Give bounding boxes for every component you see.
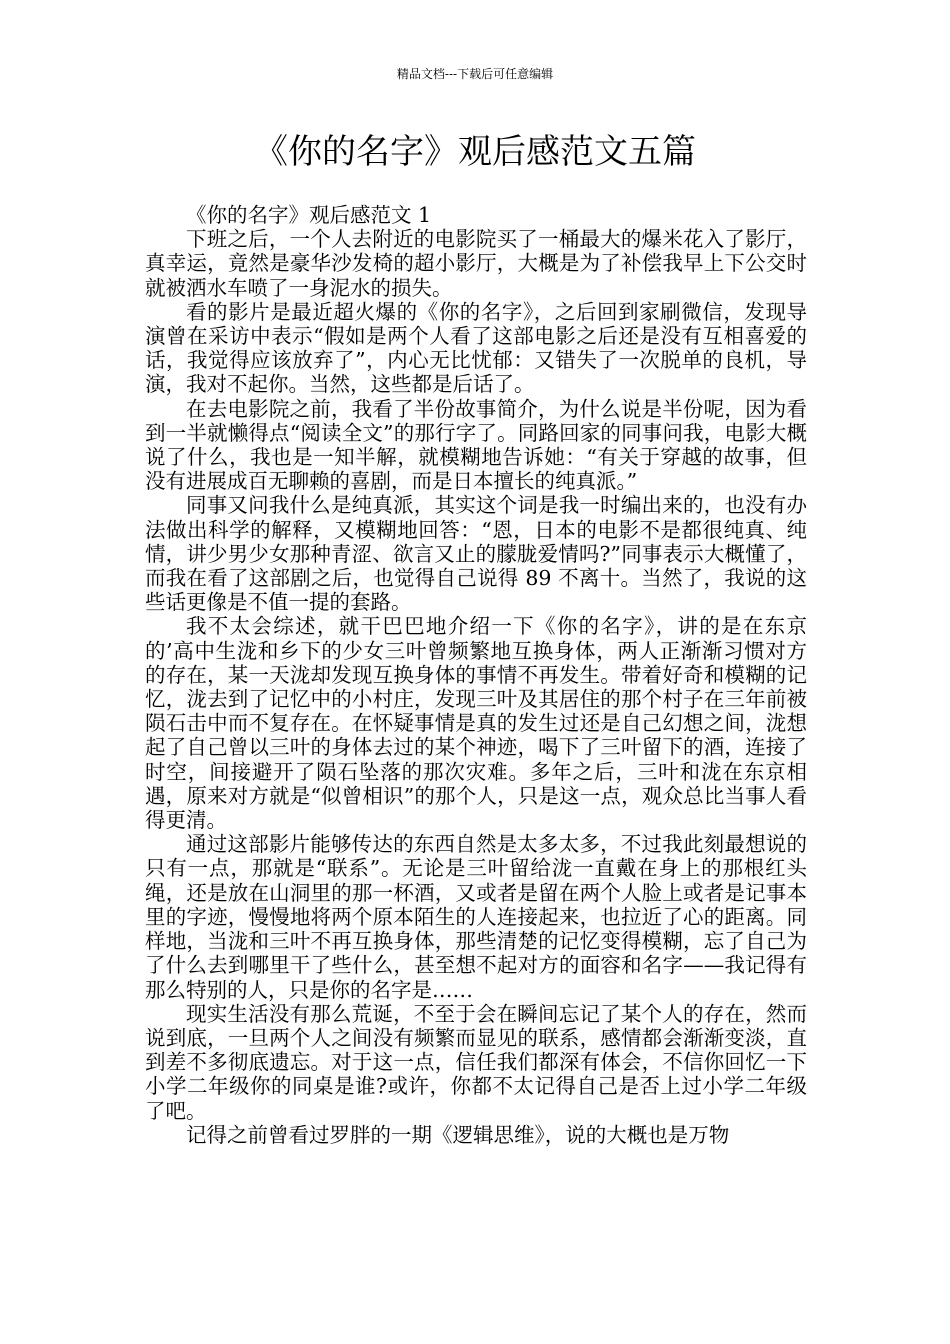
section-heading: 《你的名字》观后感范文 1 bbox=[186, 203, 432, 227]
paragraph: 在去电影院之前，我看了半份故事简介，为什么说是半份呢，因为看到一半就懒得点“阅读全文”的那行字了。同路回家的同事问我，电影大概说了什么，我也是一知半解，就模糊地告诉她：“有关于穿越的故事，但没有进展成百无聊赖的喜剧，而是日本擅长的纯真派。” bbox=[145, 396, 807, 494]
paragraph: 下班之后，一个人去附近的电影院买了一桶最大的爆米花入了影厅，真幸运，竟然是豪华沙发椅的超小影厅，大概是为了补偿我早上下公交时就被洒水车喷了一身泥水的损失。 bbox=[145, 227, 807, 300]
document-title: 《你的名字》观后感范文五篇 bbox=[254, 132, 696, 172]
paragraph: 同事又问我什么是纯真派，其实这个词是我一时编出来的，也没有办法做出科学的解释，又模糊地回答：“恩，日本的电影不是都很纯真、纯情，讲少男少女那种青涩、欲言又止的朦胧爱情吗?”同事表示大概懂了，而我在看了这部剧之后，也觉得自己说得 89 不离十。当然了，我说的这些话更像是不值一提的套路。 bbox=[145, 493, 807, 615]
paragraph: 看的影片是最近超火爆的《你的名字》，之后回到家刷微信，发现导演曾在采访中表示“假如是两个人看了这部电影之后还是没有互相喜爱的话，我觉得应该放弃了”，内心无比忧郁：又错失了一次脱单的良机，导演，我对不起你。当然，这些都是后话了。 bbox=[145, 299, 807, 397]
paragraph: 我不太会综述，就干巴巴地介绍一下《你的名字》，讲的是在东京的’高中生泷和乡下的少女三叶曾频繁地互换身体，两人正渐渐习惯对方的存在，某一天泷却发现互换身体的事情不再发生。带着好奇和模糊的记忆，泷去到了记忆中的小村庄，发现三叶及其居住的那个村子在三年前被陨石击中而不复存在。在怀疑事情是真的发生过还是自己幻想之间，泷想起了自己曾以三叶的身体去过的某个神迹，喝下了三叶留下的酒，连接了时空，间接避开了陨石坠落的那次灾难。多年之后，三叶和泷在东京相遇，原来对方就是“似曾相识”的那个人，只是这一点，观众总比当事人看得更清。 bbox=[145, 614, 807, 833]
header-note: 精品文档---下载后可任意编辑 bbox=[396, 67, 554, 81]
paragraph: 记得之前曾看过罗胖的一期《逻辑思维》，说的大概也是万物 bbox=[186, 1122, 730, 1147]
paragraph: 通过这部影片能够传达的东西自然是太多太多，不过我此刻最想说的只有一点，那就是“联系”。无论是三叶留给泷一直戴在身上的那根红头绳，还是放在山洞里的那一杯酒，又或者是留在两个人脸上或者是记事本里的字迹，慢慢地将两个原本陌生的人连接起来，也拉近了心的距离。同样地，当泷和三叶不再互换身体，那些清楚的记忆变得模糊，忘了自己为了什么去到哪里干了些什么，甚至想不起对方的面容和名字——我记得有那么特别的人，只是你的名字是…… bbox=[145, 832, 807, 1002]
paragraph: 现实生活没有那么荒诞，不至于会在瞬间忘记了某个人的存在，然而说到底，一旦两个人之间没有频繁而显见的联系，感情都会渐渐变淡，直到差不多彻底遗忘。对于这一点，信任我们都深有体会，不信你回忆一下小学二年级你的同桌是谁?或许，你都不太记得自己是否上过小学二年级了吧。 bbox=[145, 1001, 807, 1123]
document-body bbox=[145, 203, 807, 1147]
